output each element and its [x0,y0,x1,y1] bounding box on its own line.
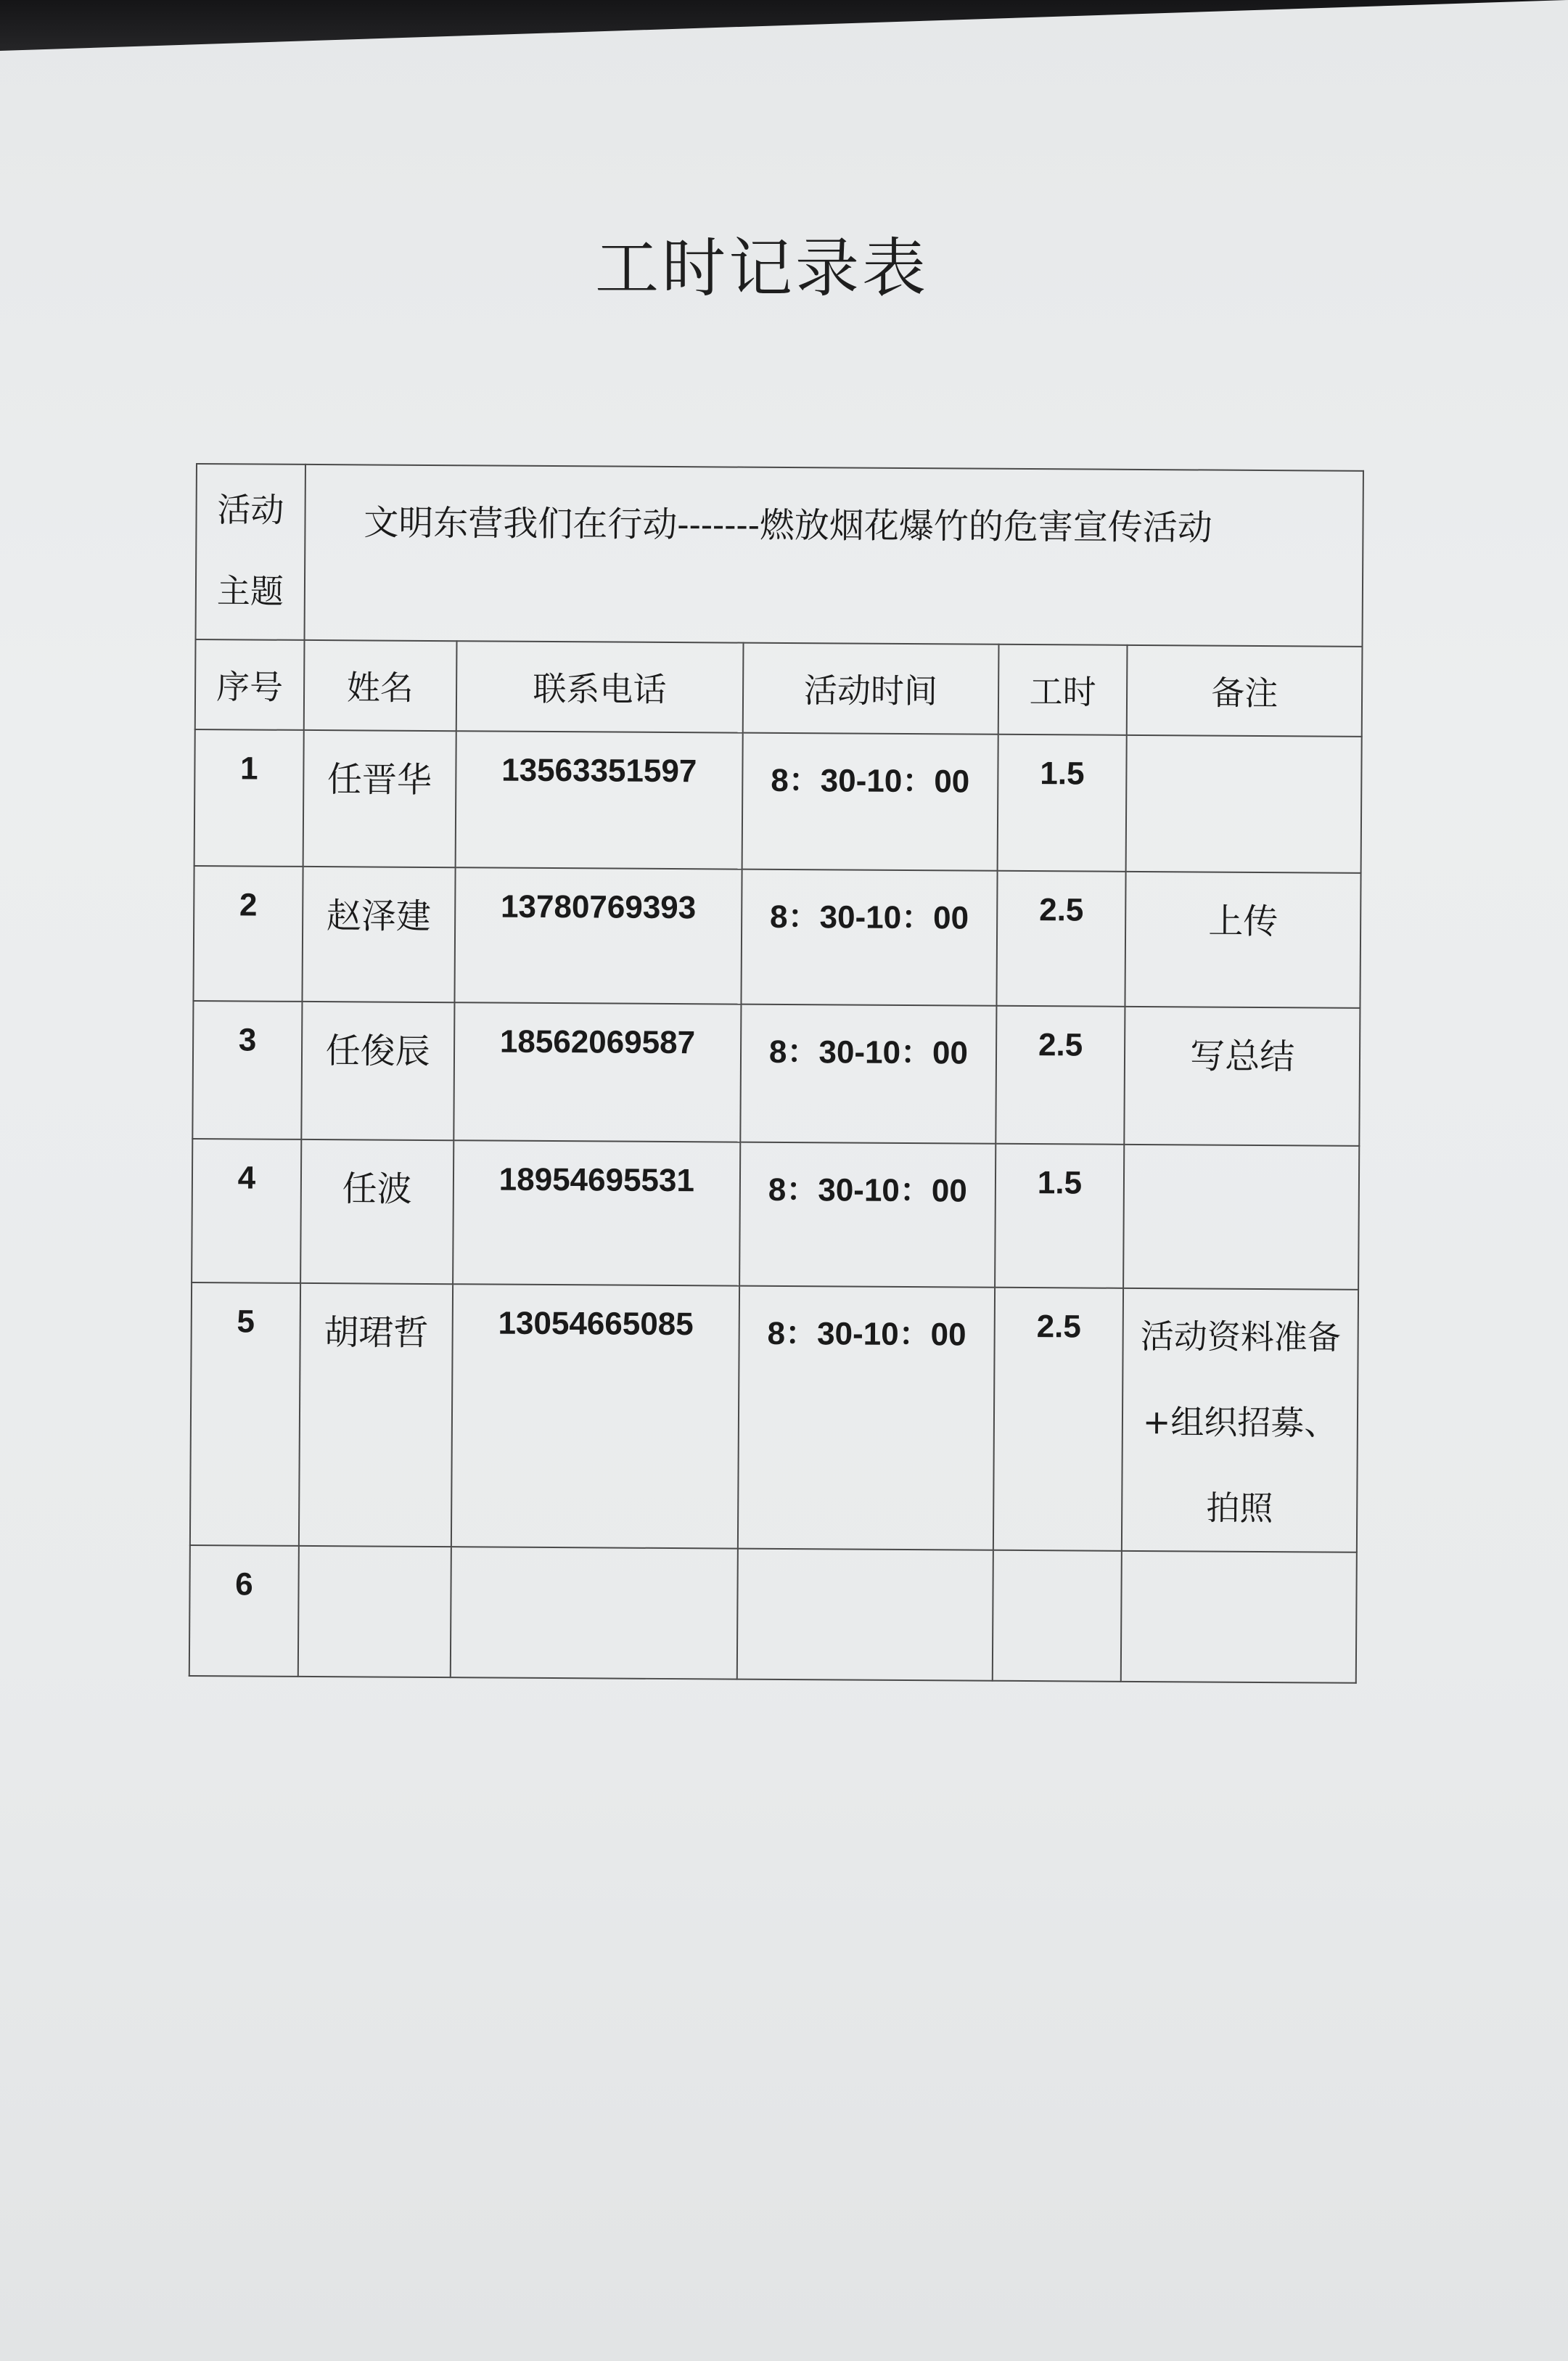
subject-label: 活动主题 [196,464,305,640]
phone-number: 13563351597 [455,731,743,869]
remark [1121,1551,1357,1683]
table-row [190,1282,1358,1552]
row-number: 4 [192,1139,301,1283]
table-row [193,866,1360,1008]
column-header-hours: 工时 [998,645,1127,735]
phone-number [450,1547,738,1679]
column-header-no: 序号 [195,639,305,730]
row-number: 2 [193,866,303,1002]
activity-time: 8：30-10：00 [742,869,998,1006]
remark [1123,1145,1359,1290]
work-hours: 2.5 [996,1006,1125,1145]
activity-time [737,1549,993,1681]
remark: 上传 [1125,872,1361,1008]
activity-time: 8：30-10：00 [738,1286,995,1550]
column-header-remark: 备注 [1127,645,1362,737]
work-hours: 2.5 [993,1288,1124,1551]
table-row [194,729,1362,873]
member-name: 任俊辰 [301,1002,454,1140]
row-number: 5 [190,1282,300,1546]
work-hours-table [189,463,1364,1684]
activity-time: 8：30-10：00 [739,1142,996,1288]
member-name [298,1546,451,1677]
table-row [192,1139,1359,1290]
column-header-phone: 联系电话 [456,641,743,732]
table-row [192,1001,1360,1146]
work-hours: 1.5 [995,1144,1125,1288]
table-row [189,1545,1357,1683]
phone-number: 13780769393 [454,867,742,1004]
work-hours: 1.5 [997,735,1127,872]
work-hours [992,1550,1122,1682]
page-title: 工时记录表 [594,231,929,306]
subject-value: 文明东营我们在行动-------燃放烟花爆竹的危害宣传活动 [304,465,1363,647]
member-name: 胡珺哲 [299,1283,453,1547]
phone-number: 18562069587 [453,1002,742,1142]
remark: 写总结 [1125,1007,1360,1146]
work-hours: 2.5 [996,871,1126,1007]
row-number: 1 [194,729,304,867]
phone-number: 18954695531 [453,1140,741,1285]
phone-number: 13054665085 [451,1284,739,1548]
remark [1126,735,1362,873]
member-name: 赵泽建 [302,867,455,1002]
column-header-name: 姓名 [304,640,456,731]
header-row [195,639,1363,737]
activity-time: 8：30-10：00 [742,733,998,871]
activity-time: 8：30-10：00 [741,1004,997,1144]
remark: 活动资料准备+组织招募、拍照 [1122,1288,1358,1552]
subject-row [196,464,1363,647]
row-number: 6 [189,1545,299,1677]
row-number: 3 [192,1001,302,1139]
member-name: 任波 [300,1139,453,1284]
column-header-time: 活动时间 [743,643,998,735]
member-name: 任晋华 [303,730,456,867]
